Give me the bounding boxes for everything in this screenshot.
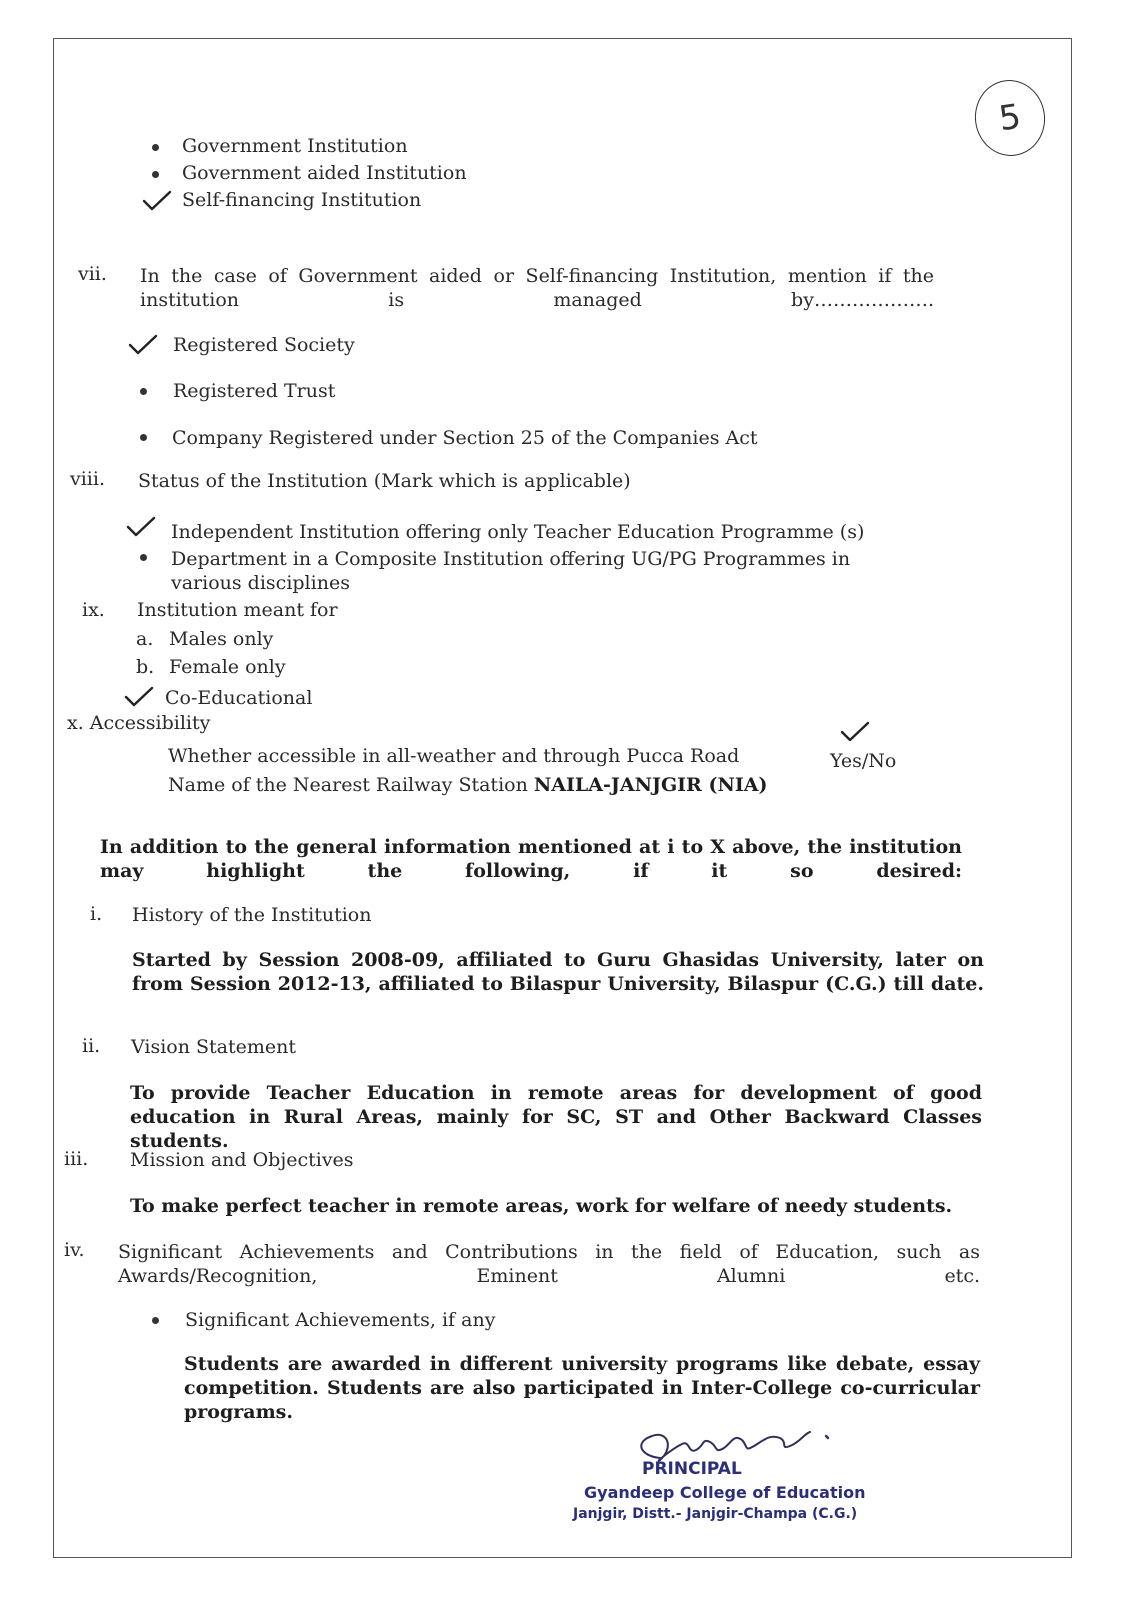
checkmark-icon [126,516,156,538]
bullet-icon [140,434,147,441]
railway-station-line [168,773,767,797]
mission-body: To make perfect teacher in remote areas, work for welfare of needy students. [130,1195,953,1217]
stamp-address: Janjgir, Distt.- Janjgir-Champa (C.G.) [573,1506,858,1522]
item-number: ix. [82,599,105,621]
history-title: History of the Institution [132,904,372,926]
road-answer: Yes/No [830,750,897,772]
checkmark-icon [840,721,870,743]
bullet-icon [152,144,159,151]
bullet-icon [140,554,147,561]
road-question: Whether accessible in all-weather and through Pucca Road [168,745,740,767]
checkmark-icon [142,190,172,212]
bullet-icon [140,388,147,395]
checkmark-icon [128,334,158,356]
achievements-body: Students are awarded in different university programs like debate, essay competition. Students are also participated in Inter-College co-curricular programs. [184,1353,980,1423]
stamp-title: PRINCIPAL [642,1459,742,1479]
option-government-institution: Government Institution [182,135,408,157]
option-department-composite: Department in a Composite Institution offering UG/PG Programmes in various disciplines [171,548,851,594]
question-meant-for: Institution meant for [137,599,338,621]
accessibility-heading: x. Accessibility [67,712,211,734]
option-co-educational: Co-Educational [165,687,313,709]
question-status: Status of the Institution (Mark which is applicable) [138,470,631,492]
option-marker: a. [136,628,154,650]
item-number: viii. [70,468,106,490]
item-number: ii. [82,1035,101,1057]
item-number: vii. [78,263,107,285]
option-female-only: Female only [169,656,286,678]
railway-value: NAILA-JANJGIR (NIA) [533,774,768,796]
vision-title: Vision Statement [131,1036,296,1058]
item-number: iii. [64,1148,89,1170]
question-managed-by: In the case of Government aided or Self-financing Institution, mention if the institution is managed by………………. [140,265,934,311]
option-government-aided-institution: Government aided Institution [182,162,467,184]
bullet-icon [152,171,159,178]
bullet-icon [152,1317,159,1324]
history-body: Started by Session 2008-09, affiliated to Guru Ghasidas University, later on from Session 2012-13, affiliated to Bilaspur University, Bilaspur (C.G.) till date. [132,949,984,995]
option-company-registered: Company Registered under Section 25 of the Companies Act [172,427,758,449]
page-number: 5 [970,75,1050,160]
checkmark-icon [124,686,154,708]
option-registered-society: Registered Society [173,334,355,356]
mission-title: Mission and Objectives [130,1149,354,1171]
option-independent-institution: Independent Institution offering only Teacher Education Programme (s) [171,521,865,543]
item-number: i. [90,903,103,925]
stamp-college: Gyandeep College of Education [584,1483,866,1502]
option-registered-trust: Registered Trust [173,380,336,402]
option-marker: b. [136,656,155,678]
option-males-only: Males only [169,628,274,650]
item-number: iv. [64,1239,85,1261]
vision-body: To provide Teacher Education in remote areas for development of good education in Rural Areas, mainly for SC, ST and Other Backward Classes students. [130,1082,982,1152]
addition-note: In addition to the general information mentioned at i to X above, the institution may highlight the following, if it so desired: [100,836,962,882]
achievements-title: Significant Achievements and Contributions in the field of Education, such as Awards/Recognition, Eminent Alumni etc. [118,1241,980,1287]
railway-label: Name of the Nearest Railway Station [168,774,528,796]
achievements-sub-item: Significant Achievements, if any [185,1309,496,1331]
option-self-financing-institution: Self-financing Institution [182,189,422,211]
